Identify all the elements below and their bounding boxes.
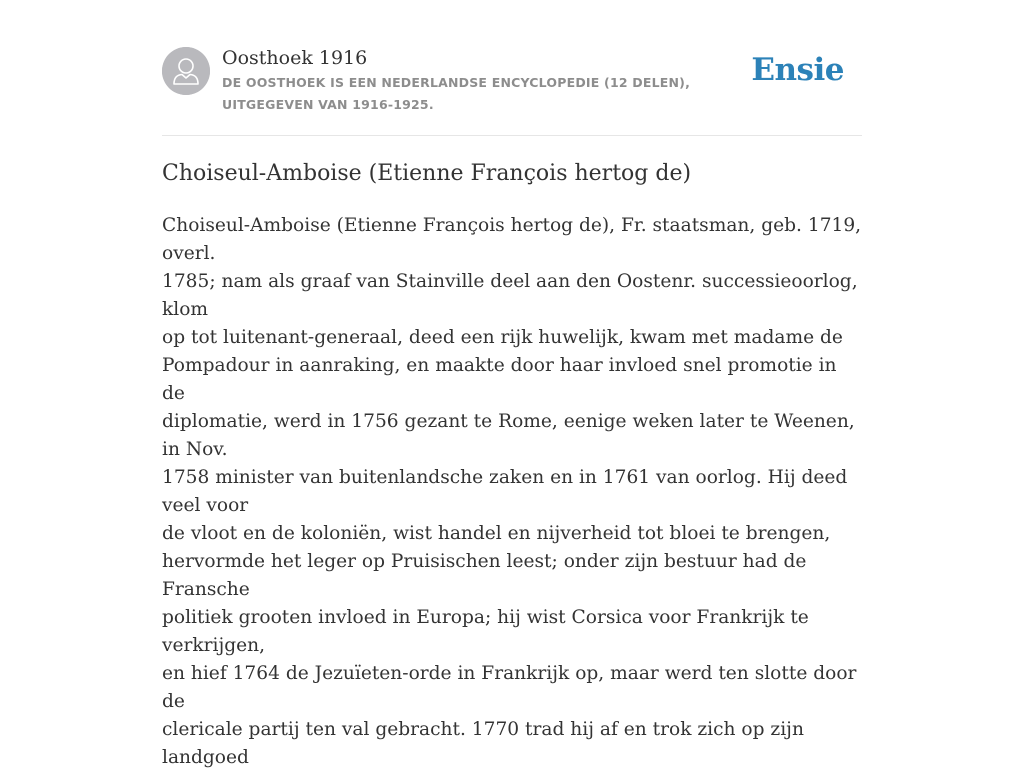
source-header: [162, 46, 862, 116]
user-avatar-icon[interactable]: [162, 47, 210, 95]
article-title: Choiseul-Amboise (Etienne François hertog de): [162, 161, 692, 186]
article-body: Choiseul-Amboise (Etienne François hertog de), Fr. staatsman, geb. 1719, overl. 1785; nam als graaf van Stainville deel aan den Oostenr. successieoorlog, klom op tot luitenant-generaal, deed een rijk huwelijk, kwam met madame de Pompadour in aanraking, en maakte door haar invloed snel promotie in de diplomatie, werd in 1756 gezant te Rome, eenige weken later te Weenen, in Nov. 1758 minister van buitenlandsche zaken en in 1761 van oorlog. Hij deed veel voor de vloot en de koloniën, wist handel en nijverheid tot bloei te brengen, hervormde het leger op Pruisischen leest; onder zijn bestuur had de Fransche politiek grooten invloed in Europa; hij wist Corsica voor Frankrijk te verkrijgen, en hief 1764 de Jezuïeten-orde in Frankrijk op, maar werd ten slotte door de clericale partij ten val gebracht. 1770 trad hij af en trok zich op zijn landgoed: [162, 215, 862, 768]
source-title[interactable]: Oosthoek 1916: [222, 47, 368, 69]
header-divider: [162, 135, 862, 136]
user-silhouette-icon: [162, 47, 210, 95]
source-description: DE OOSTHOEK IS EEN NEDERLANDSE ENCYCLOPEDIE (12 DELEN), UITGEGEVEN VAN 1916-1925.: [222, 75, 691, 112]
ensie-logo[interactable]: Ensie: [751, 52, 844, 88]
